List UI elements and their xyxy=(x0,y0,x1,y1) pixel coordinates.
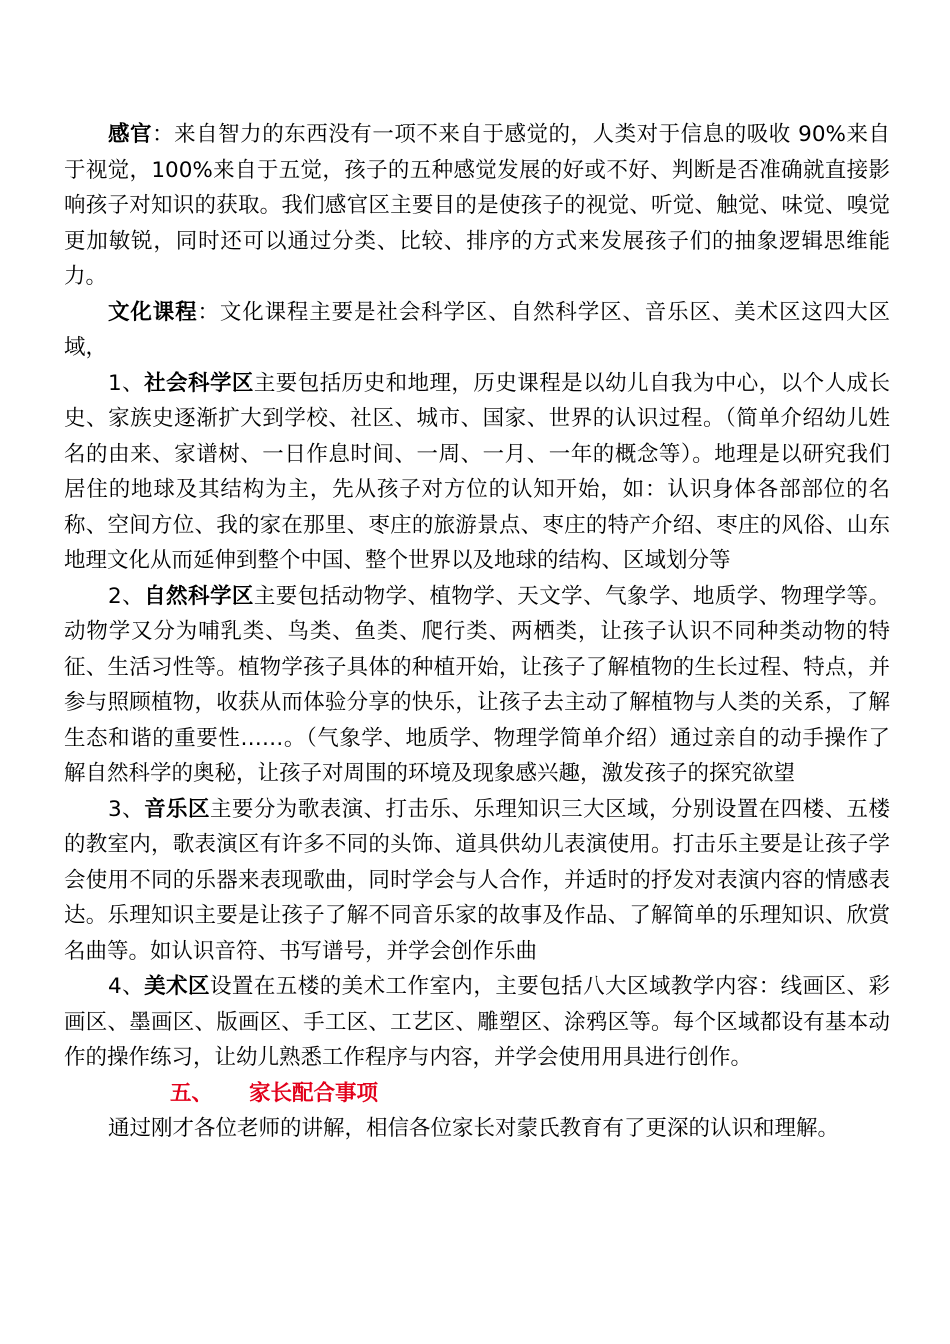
area-name: 音乐区 xyxy=(144,796,210,822)
section-five-number: 五、 xyxy=(170,1080,214,1106)
culture-text: ：文化课程主要是社会科学区、自然科学区、音乐区、美术区这四大区域， xyxy=(64,299,890,360)
area-text: 主要包括动物学、植物学、天文学、气象学、地质学、物理学等。动物学又分为哺乳类、鸟类、鱼类、爬行类、两栖类，让孩子认识不同种类动物的特征、生活习性等。植物学孩子具体的种植开始，让孩子了解植物的生长过程、特点，并参与照顾植物，收获从而体验分享的快乐，让孩子去主动了解植物与人类的关系，了解生态和谐的重要性……。（气象学、地质学、物理学简单介绍）通过亲自的动手操作了解自然科学的奥秘，让孩子对周围的环境及现象感兴趣，激发孩子的探究欲望 xyxy=(64,583,890,786)
area-name: 自然科学区 xyxy=(144,583,254,609)
section-five-title: 家长配合事项 xyxy=(249,1080,379,1106)
natural-science-paragraph xyxy=(64,579,890,792)
culture-label: 文化课程 xyxy=(108,299,198,325)
closing-paragraph: 通过刚才各位老师的讲解，相信各位家长对蒙氏教育有了更深的认识和理解。 xyxy=(108,1116,840,1141)
senses-paragraph xyxy=(64,117,890,295)
area-name: 社会科学区 xyxy=(144,370,254,396)
area-name: 美术区 xyxy=(144,974,210,999)
section-five-heading xyxy=(64,1076,890,1112)
area-text: 设置在五楼的美术工作室内，主要包括八大区域教学内容：线画区、彩画区、墨画区、版画区、手工区、工艺区、雕塑区、涂鸦区等。每个区域都设有基本动作的操作练习，让幼儿熟悉工作程序与内容，并学会使用用具进行创作。 xyxy=(64,974,890,1070)
senses-label: 感官 xyxy=(108,122,153,147)
area-number: 1、 xyxy=(108,370,145,396)
area-number: 2、 xyxy=(108,583,145,609)
social-science-paragraph xyxy=(64,366,890,579)
senses-text: ：来自智力的东西没有一项不来自于感觉的，人类对于信息的吸收 90%来自于视觉，100%来自于五觉，孩子的五种感觉发展的好或不好、判断是否准确就直接影响孩子对知识的获取。我们感官区主要目的是使孩子的视觉、听觉、触觉、味觉、嗅觉更加敏锐，同时还可以通过分类、比较、排序的方式来发展孩子们的抽象逻辑思维能力。 xyxy=(64,122,890,289)
document-body xyxy=(64,117,890,1147)
music-paragraph xyxy=(64,792,890,970)
area-number: 4、 xyxy=(108,974,145,999)
area-number: 3、 xyxy=(108,796,145,822)
area-text: 主要包括历史和地理，历史课程是以幼儿自我为中心，以个人成长史、家族史逐渐扩大到学校、社区、城市、国家、世界的认识过程。（简单介绍幼儿姓名的由来、家谱树、一日作息时间、一周、一月、一年的概念等）。地理是以研究我们居住的地球及其结构为主，先从孩子对方位的认知开始，如：认识身体各部部位的名称、空间方位、我的家在那里、枣庄的旅游景点、枣庄的特产介绍、枣庄的风俗、山东地理文化从而延伸到整个中国、整个世界以及地球的结构、区域划分等 xyxy=(64,370,890,573)
art-paragraph xyxy=(64,969,890,1076)
culture-paragraph xyxy=(64,295,890,366)
area-text: 主要分为歌表演、打击乐、乐理知识三大区域，分别设置在四楼、五楼的教室内，歌表演区有许多不同的头饰、道具供幼儿表演使用。打击乐主要是让孩子学会使用不同的乐器来表现歌曲，同时学会与人合作，并适时的抒发对表演内容的情感表达。乐理知识主要是让孩子了解不同音乐家的故事及作品、了解简单的乐理知识、欣赏名曲等。如认识音符、书写谱号，并学会创作乐曲 xyxy=(64,796,890,964)
